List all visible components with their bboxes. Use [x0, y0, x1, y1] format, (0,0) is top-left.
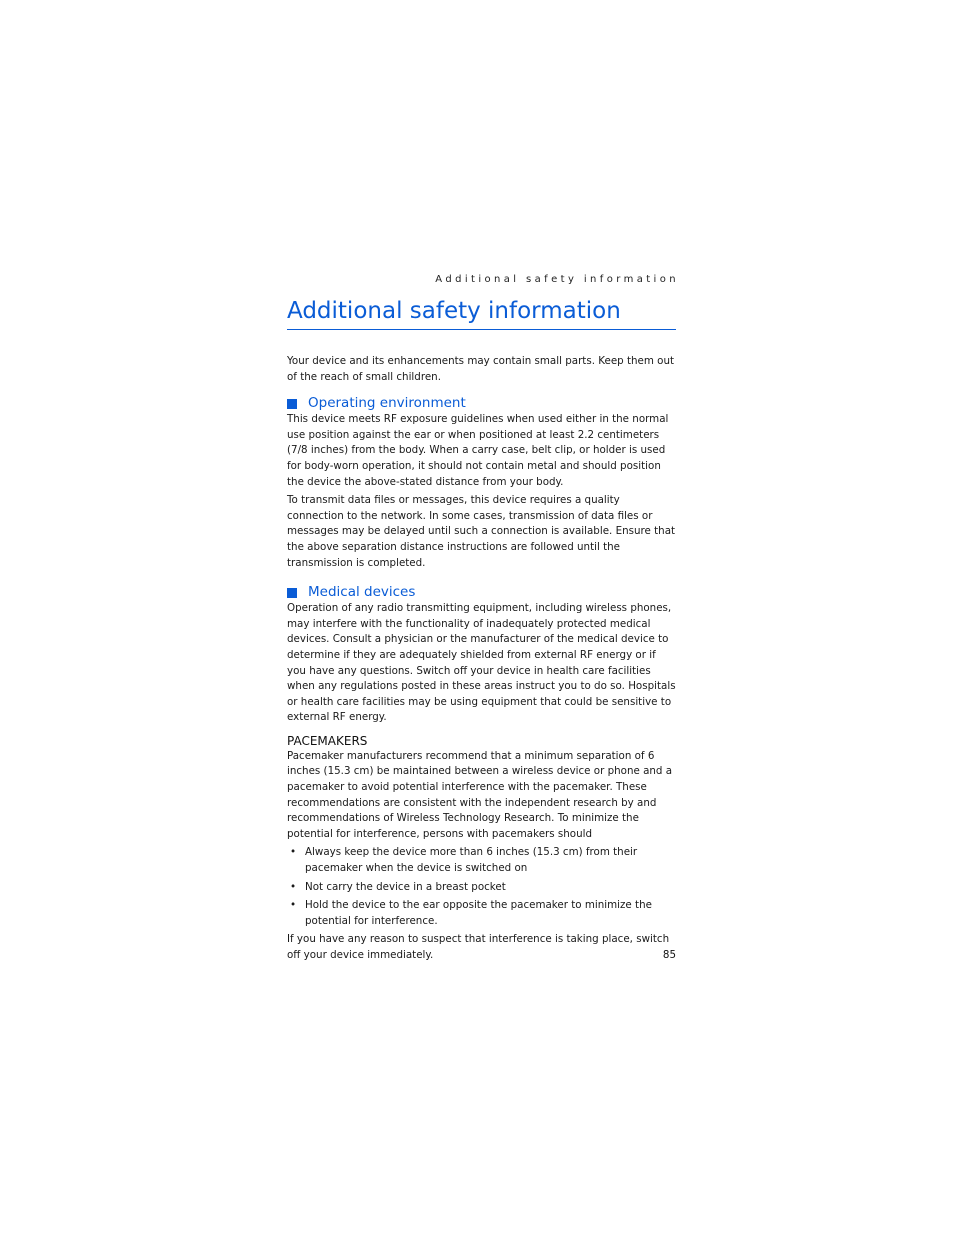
closing-paragraph: If you have any reason to suspect that interference is taking place, switch off your device immediately.	[287, 933, 670, 961]
blue-square-icon	[287, 399, 297, 409]
list-item-text: Hold the device to the ear opposite the pacemaker to minimize the potential for interference.	[305, 899, 652, 927]
paragraph: This device meets RF exposure guidelines when used either in the normal use position against the ear or when positioned at least 2.2 centimeters (7/8 inches) from the body. When a carry case, belt clip, or holder is used for body-worn operation, it should not contain metal and should position the device the above-stated distance from your body.	[287, 413, 669, 488]
section-heading	[287, 395, 676, 412]
paragraph: To transmit data files or messages, this device requires a quality connection to the network. In some cases, transmission of data files or messages may be delayed until such a connection is available. Ensure that the above separation distance instructions are followed until the transmission is completed.	[287, 494, 676, 569]
running-header: Additional safety information	[435, 274, 679, 285]
page-number: 85	[662, 949, 676, 961]
bullet-icon: •	[290, 846, 297, 859]
bullet-icon: •	[290, 899, 297, 912]
list-item	[287, 898, 676, 929]
section-heading-text: Medical devices	[308, 584, 416, 601]
page-title: Additional safety information	[287, 297, 676, 330]
subsection-pacemakers	[287, 733, 676, 964]
paragraph: Pacemaker manufacturers recommend that a minimum separation of 6 inches (15.3 cm) be maintained between a wireless device or phone and a pacemaker to avoid potential interference with the pacemaker. These recommendations are consistent with the independent research by and recommendations of Wireless Technology Research. To minimize the potential for interference, persons with pacemakers should	[287, 749, 673, 840]
list-item-text: Not carry the device in a breast pocket	[305, 880, 506, 893]
section-operating-environment	[287, 395, 676, 571]
list-item-text: Always keep the device more than 6 inches (15.3 cm) from their pacemaker when the device is switched on	[305, 846, 638, 875]
list-item	[287, 880, 676, 896]
intro-paragraph: Your device and its enhancements may contain small parts. Keep them out of the reach of small children.	[287, 355, 675, 383]
section-heading-text: Operating environment	[308, 395, 466, 412]
paragraph: Operation of any radio transmitting equipment, including wireless phones, may interfere with the functionality of inadequately protected medical devices. Consult a physician or the manufacturer of the medical device to determine if they are adequately shielded from external RF energy or if you have any questions. Switch off your device in health care facilities when any regulations posted in these areas instruct you to do so. Hospitals or health care facilities may be using equipment that could be sensitive to external RF energy.	[287, 602, 676, 724]
document-page	[287, 0, 679, 1235]
section-medical-devices	[287, 584, 676, 726]
spacer	[287, 574, 676, 584]
section-heading	[287, 584, 676, 601]
list-item	[287, 845, 676, 876]
page-content	[287, 354, 676, 967]
bullet-list	[287, 845, 676, 929]
bullet-icon: •	[290, 880, 297, 893]
sub-heading: PACEMAKERS	[287, 733, 368, 748]
blue-square-icon	[287, 588, 297, 598]
